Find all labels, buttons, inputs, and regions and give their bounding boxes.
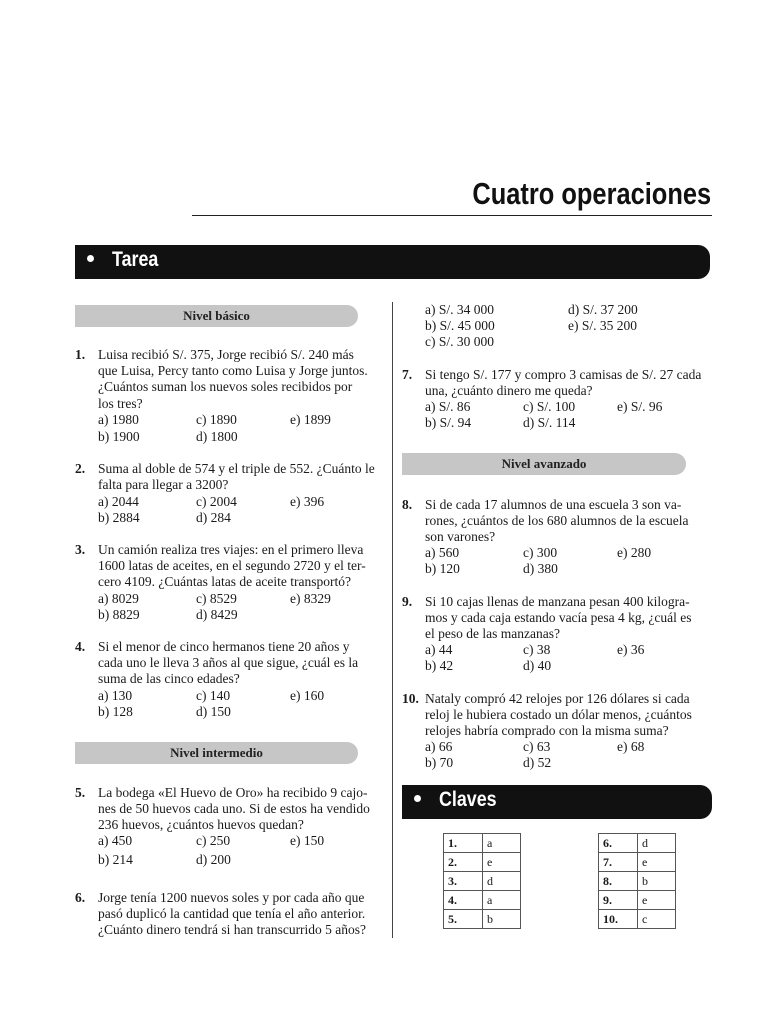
table-row (599, 853, 676, 872)
table-row (444, 853, 521, 872)
key-answer: c (638, 910, 676, 929)
option: c) 250 (196, 833, 231, 848)
option: b) 70 (425, 755, 454, 770)
option: a) 2044 (98, 494, 139, 509)
option: c) 2004 (196, 494, 237, 509)
option: e) 68 (617, 739, 645, 754)
question-number: 2. (75, 461, 86, 476)
option: e) 1899 (290, 412, 331, 427)
text-line: Si de cada 17 alumnos de una escuela 3 son va- (425, 497, 682, 512)
title-rule (192, 215, 712, 216)
table-row (599, 872, 676, 891)
option: b) 128 (98, 704, 133, 719)
text-line: mos y cada caja estando vacía pesa 4 kg, ¿cuál es (425, 610, 692, 626)
text-line: Luisa recibió S/. 375, Jorge recibió S/. 240 más (98, 347, 354, 362)
question-number: 4. (75, 639, 86, 654)
text-line: son varones? (425, 529, 496, 545)
text-line: los tres? (98, 395, 143, 411)
option: c) 8529 (196, 591, 237, 606)
key-number: 7. (599, 853, 638, 872)
option: c) S/. 30 000 (425, 334, 494, 349)
table-row (444, 891, 521, 910)
text-line: ¿Cuántos suman los nuevos soles recibidos por (98, 379, 353, 395)
table-row (599, 834, 676, 853)
key-number: 10. (599, 910, 638, 929)
table-row (599, 910, 676, 929)
key-number: 2. (444, 853, 483, 872)
question-text (98, 785, 385, 834)
table-row (444, 910, 521, 929)
option: b) 8829 (98, 607, 140, 622)
option: a) 130 (98, 688, 133, 703)
text-line: Un camión realiza tres viajes: en el primero lleva (98, 542, 364, 557)
option: d) 40 (523, 658, 552, 673)
option: d) 1800 (196, 429, 238, 444)
key-number: 9. (599, 891, 638, 910)
text-line: pasó duplicó la cantidad que tenía el año anterior. (98, 906, 366, 922)
text-line: suma de las cinco edades? (98, 671, 240, 687)
option: b) S/. 45 000 (425, 318, 495, 333)
option: e) 396 (290, 494, 325, 509)
option: b) 1900 (98, 429, 140, 444)
question-text (98, 542, 385, 591)
option: a) 66 (425, 739, 453, 754)
text-line: ¿Cuánto dinero tendrá si han transcurrido 5 años? (98, 922, 367, 938)
text-line: reloj le hubiera costado un dólar menos, ¿cuántos (425, 707, 692, 723)
key-number: 5. (444, 910, 483, 929)
option: d) 200 (196, 852, 231, 867)
option: e) 280 (617, 545, 652, 560)
option: a) S/. 86 (425, 399, 471, 414)
option: e) 160 (290, 688, 325, 703)
key-answer: a (483, 834, 521, 853)
text-line: nes de 50 huevos cada uno. Si de estos ha vendido (98, 801, 370, 817)
question-number: 6. (75, 890, 86, 905)
question-number: 1. (75, 347, 86, 362)
level-avanzado-header: Nivel avanzado (402, 453, 686, 475)
option: c) 38 (523, 642, 551, 657)
text-line: una, ¿cuánto dinero me queda? (425, 383, 593, 399)
option: d) 284 (196, 510, 231, 525)
text-line: 236 huevos, ¿cuántos huevos quedan? (98, 817, 304, 833)
key-answer: d (483, 872, 521, 891)
table-row (599, 891, 676, 910)
option: b) 214 (98, 852, 133, 867)
section-tarea-label: Tarea (112, 248, 159, 271)
option: c) S/. 100 (523, 399, 576, 414)
question-number: 10. (402, 691, 419, 706)
question-number: 3. (75, 542, 86, 557)
option: d) 150 (196, 704, 231, 719)
option: a) S/. 34 000 (425, 302, 494, 317)
column-divider (392, 302, 393, 938)
question-text (98, 639, 385, 688)
text-line: 1600 latas de aceites, en el segundo 2720 y el ter- (98, 558, 366, 574)
key-number: 8. (599, 872, 638, 891)
text-line: el peso de las manzanas? (425, 626, 560, 642)
option: c) 63 (523, 739, 551, 754)
key-number: 3. (444, 872, 483, 891)
question-text (98, 461, 385, 493)
option: c) 1890 (196, 412, 237, 427)
text-line: falta para llegar a 3200? (98, 477, 229, 493)
question-6-options (425, 302, 715, 352)
option: a) 450 (98, 833, 133, 848)
text-line: Si el menor de cinco hermanos tiene 20 años y (98, 639, 350, 654)
text-line: Si 10 cajas llenas de manzana pesan 400 kilogra- (425, 594, 690, 609)
section-claves-label: Claves (439, 788, 497, 811)
text-line: Nataly compró 42 relojes por 126 dólares si cada (425, 691, 690, 706)
text-line: cero 4109. ¿Cuántas latas de aceite transportó? (98, 574, 352, 590)
text-line: rones, ¿cuántos de los 680 alumnos de la escuela (425, 513, 689, 529)
question-text (425, 594, 712, 643)
option: e) 150 (290, 833, 325, 848)
option: e) 8329 (290, 591, 331, 606)
key-answer: a (483, 891, 521, 910)
question-number: 5. (75, 785, 86, 800)
text-line: La bodega «El Huevo de Oro» ha recibido 9 cajo- (98, 785, 368, 800)
answer-key-table-right (598, 833, 676, 929)
text-line: relojes habría comprado con la misma suma? (425, 723, 669, 739)
option: c) 140 (196, 688, 231, 703)
key-number: 1. (444, 834, 483, 853)
question-text (425, 497, 712, 546)
section-tarea-band (75, 245, 710, 279)
key-answer: d (638, 834, 676, 853)
text-line: Jorge tenía 1200 nuevos soles y por cada año que (98, 890, 365, 905)
key-answer: e (638, 853, 676, 872)
key-answer: b (638, 872, 676, 891)
option: b) S/. 94 (425, 415, 472, 430)
bullet-icon (414, 795, 421, 802)
key-answer: b (483, 910, 521, 929)
key-answer: e (483, 853, 521, 872)
bullet-icon (87, 255, 94, 262)
page-title: Cuatro operaciones (472, 176, 711, 211)
text-line: Suma al doble de 574 y el triple de 552. ¿Cuánto le (98, 461, 375, 476)
option: a) 560 (425, 545, 460, 560)
option: e) 36 (617, 642, 645, 657)
level-basico-header: Nivel básico (75, 305, 358, 327)
question-number: 8. (402, 497, 413, 512)
option: d) 8429 (196, 607, 238, 622)
key-number: 6. (599, 834, 638, 853)
text-line: cada uno le lleva 3 años al que sigue, ¿cuál es la (98, 655, 359, 671)
table-row (444, 872, 521, 891)
text-line: que Luisa, Percy tanto como Luisa y Jorge juntos. (98, 363, 368, 379)
answer-key-table-left (443, 833, 521, 929)
option: d) 380 (523, 561, 558, 576)
option: b) 42 (425, 658, 454, 673)
question-text (425, 367, 712, 399)
option: b) 120 (425, 561, 460, 576)
question-text (98, 347, 385, 412)
option: a) 8029 (98, 591, 139, 606)
key-number: 4. (444, 891, 483, 910)
question-number: 7. (402, 367, 413, 382)
option: a) 1980 (98, 412, 139, 427)
option: d) S/. 37 200 (568, 302, 638, 317)
option: a) 44 (425, 642, 453, 657)
option: b) 2884 (98, 510, 140, 525)
option: e) S/. 96 (617, 399, 663, 414)
question-number: 9. (402, 594, 413, 609)
option: e) S/. 35 200 (568, 318, 637, 333)
question-text (98, 890, 385, 939)
option: d) 52 (523, 755, 552, 770)
question-text (425, 691, 712, 740)
level-intermedio-header: Nivel intermedio (75, 742, 358, 764)
key-answer: e (638, 891, 676, 910)
table-row (444, 834, 521, 853)
section-claves-band (402, 785, 712, 819)
option: d) S/. 114 (523, 415, 576, 430)
option: c) 300 (523, 545, 558, 560)
text-line: Si tengo S/. 177 y compro 3 camisas de S/. 27 cada (425, 367, 702, 382)
